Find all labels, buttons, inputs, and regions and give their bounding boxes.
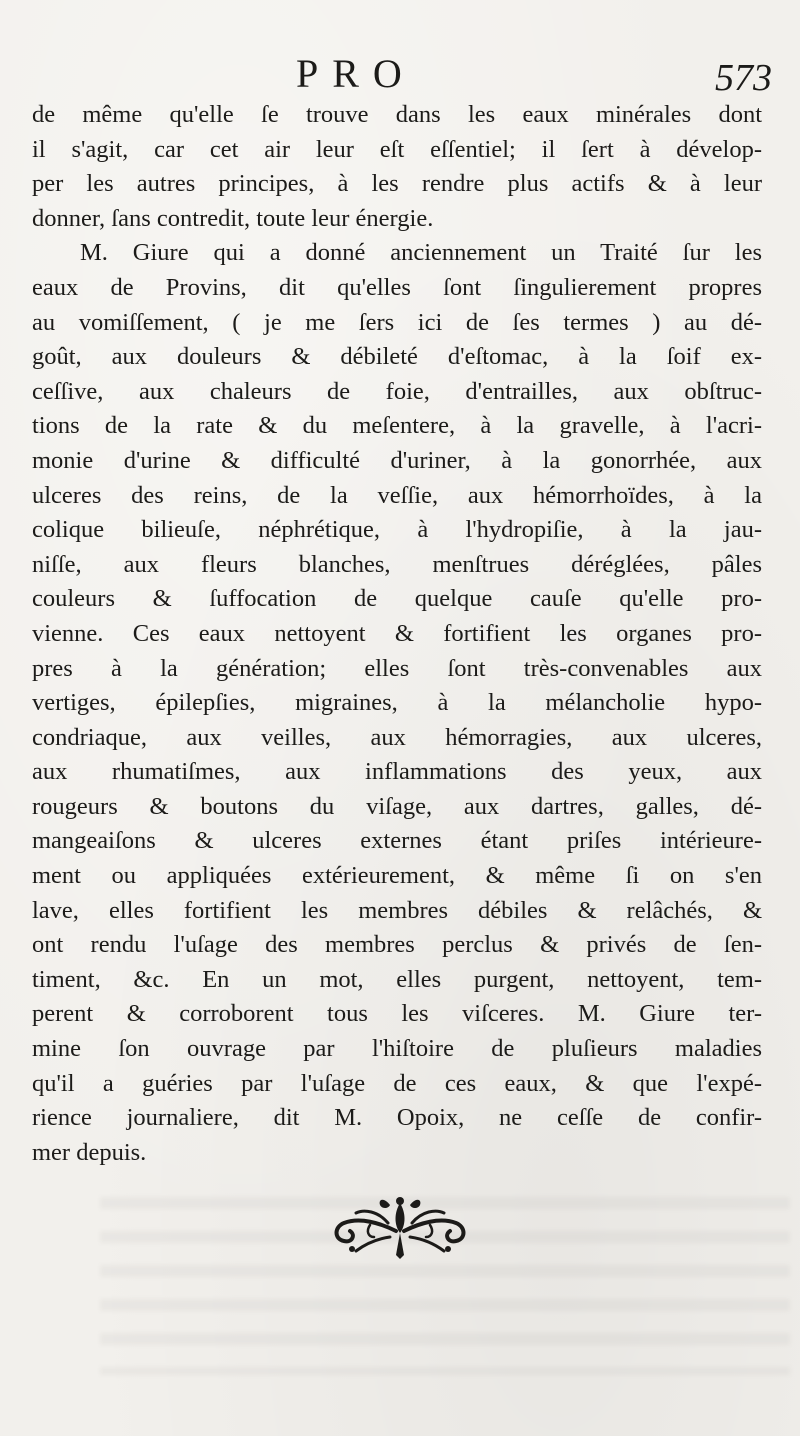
text-line: mangeaiſons & ulceres externes étant priſes intérieure-	[32, 827, 762, 855]
text-line: goût, aux douleurs & débileté d'eſtomac, à la ſoif ex-	[32, 343, 762, 371]
text-line: au vomiſſement, ( je me ſers ici de ſes termes ) au dé-	[32, 308, 762, 336]
text-line: vienne. Ces eaux nettoyent & fortifient les organes pro-	[32, 619, 762, 647]
text-line: tions de la rate & du meſentere, à la gravelle, à l'acri-	[32, 412, 762, 440]
text-line: monie d'urine & difficulté d'uriner, à la gonorrhée, aux	[32, 446, 762, 474]
text-line: rougeurs & boutons du viſage, aux dartres, galles, dé-	[32, 792, 762, 820]
text-line: rience journaliere, dit M. Opoix, ne ceſſe de confir-	[32, 1104, 762, 1132]
text-line: mer depuis.	[32, 1138, 147, 1166]
text-line: mine ſon ouvrage par l'hiſtoire de pluſieurs maladies	[32, 1035, 762, 1063]
text-line: M. Giure qui a donné anciennement un Traité ſur les	[80, 239, 762, 267]
text-line: condriaque, aux veilles, aux hémorragies, aux ulceres,	[32, 723, 762, 751]
body-text	[32, 98, 762, 1170]
text-line: ulceres des reins, de la veſſie, aux hémorrhoïdes, à la	[32, 481, 762, 509]
text-line: ceſſive, aux chaleurs de foie, d'entrailles, aux obſtruc-	[32, 377, 762, 405]
text-line: ont rendu l'uſage des membres perclus & privés de ſen-	[32, 931, 762, 959]
text-line: eaux de Provins, dit qu'elles ſont ſingulierement propres	[32, 273, 762, 301]
running-head	[0, 44, 800, 104]
text-line: qu'il a guéries par l'uſage de ces eaux, & que l'expé-	[32, 1069, 762, 1097]
text-line: ment ou appliquées extérieurement, & même ſi on s'en	[32, 862, 762, 890]
text-line: il s'agit, car cet air leur eſt eſſentiel; il ſert à dévelop-	[32, 135, 762, 163]
text-line: aux rhumatiſmes, aux inflammations des yeux, aux	[32, 758, 762, 786]
text-line: donner, ſans contredit, toute leur énergie.	[32, 204, 434, 232]
text-line: perent & corroborent tous les viſceres. M. Giure ter-	[32, 1000, 762, 1028]
text-line: lave, elles fortifient les membres débiles & relâchés, &	[32, 896, 762, 924]
page-title: PRO	[296, 51, 416, 96]
page-number: 573	[715, 57, 772, 99]
text-line: pres à la génération; elles ſont très-convenables aux	[32, 654, 762, 682]
text-line: niſſe, aux fleurs blanches, menſtrues déréglées, pâles	[32, 550, 762, 578]
text-line: per les autres principes, à les rendre plus actifs & à leur	[32, 170, 762, 198]
text-line: timent, &c. En un mot, elles purgent, nettoyent, tem-	[32, 965, 762, 993]
text-line: vertiges, épilepſies, migraines, à la mélancholie hypo-	[32, 689, 762, 717]
fleuron-tailpiece-icon	[330, 1193, 470, 1261]
text-line: couleurs & ſuffocation de quelque cauſe qu'elle pro-	[32, 585, 762, 613]
text-line: de même qu'elle ſe trouve dans les eaux minérales dont	[32, 101, 762, 128]
text-line: colique bilieuſe, néphrétique, à l'hydropiſie, à la jau-	[32, 516, 762, 544]
